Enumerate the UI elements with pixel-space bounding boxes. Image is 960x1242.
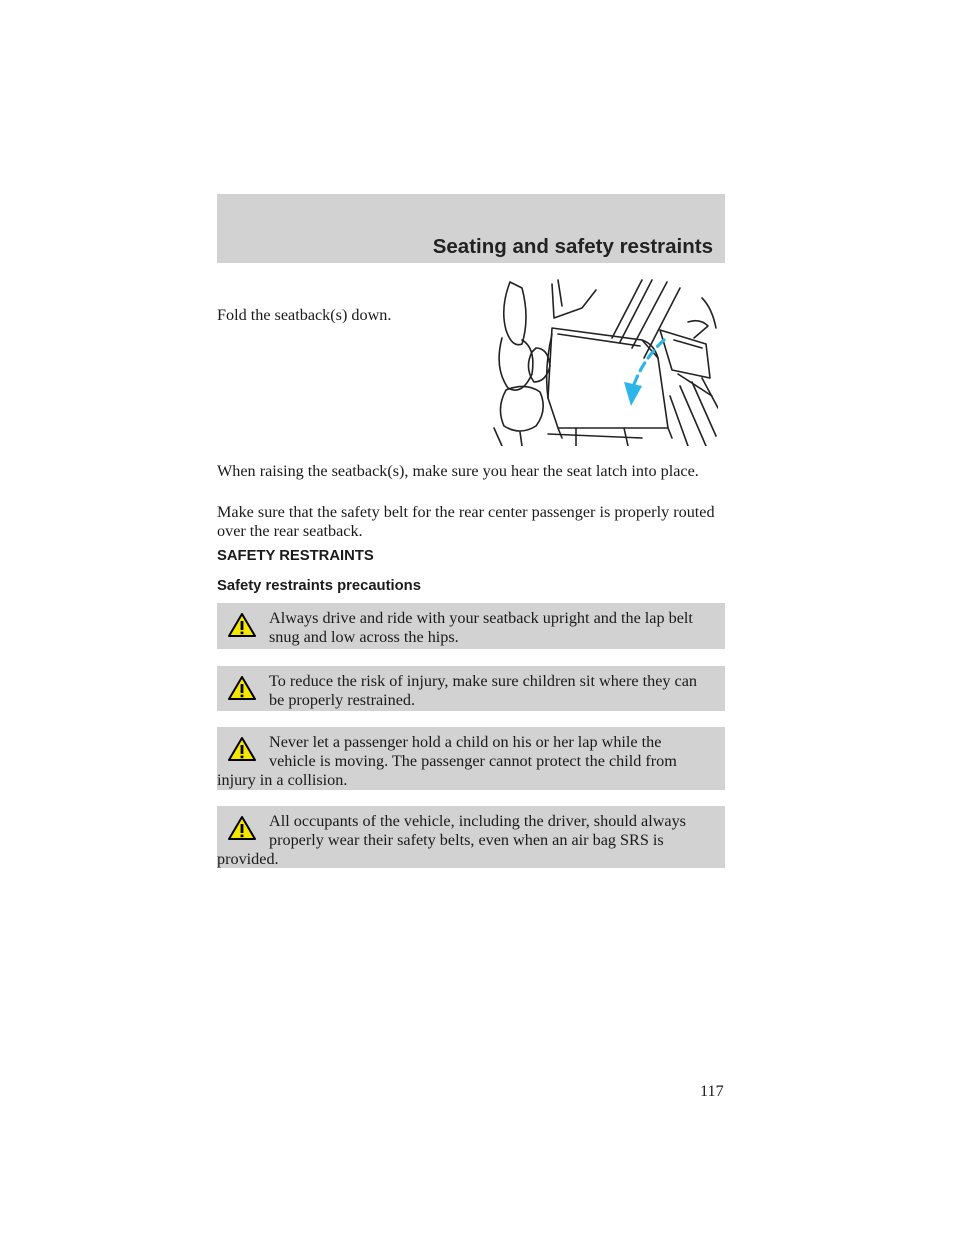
page-number: 117	[700, 1082, 724, 1100]
warning-text-4: All occupants of the vehicle, including the driver, should always properly wear their safety belts, even when an air bag SRS is provided.	[217, 812, 686, 868]
heading-precautions: Safety restraints precautions	[217, 578, 421, 594]
warning-triangle-icon	[217, 612, 269, 642]
seatback-fold-illustration	[492, 278, 718, 446]
warning-text-3: Never let a passenger hold a child on his or her lap while the vehicle is moving. The passenger cannot protect the child from injury in a collision.	[217, 733, 677, 789]
warning-box-2	[217, 666, 725, 711]
instruction-raise: When raising the seatback(s), make sure you hear the seat latch into place.	[217, 462, 699, 480]
warning-text-2: To reduce the risk of injury, make sure children sit where they can be properly restrained.	[269, 672, 697, 709]
warning-triangle-icon	[217, 675, 269, 705]
warning-triangle-icon	[217, 815, 269, 845]
warning-box-1	[217, 603, 725, 649]
heading-safety-restraints: SAFETY RESTRAINTS	[217, 548, 374, 564]
section-title: Seating and safety restraints	[432, 235, 713, 258]
warning-text-1: Always drive and ride with your seatback upright and the lap belt snug and low across the hips.	[269, 609, 693, 646]
instruction-fold: Fold the seatback(s) down.	[217, 306, 392, 324]
warning-box-3	[217, 727, 725, 790]
warning-box-4	[217, 806, 725, 868]
seatback-illustration-svg	[492, 278, 718, 446]
instruction-belt-routing: Make sure that the safety belt for the rear center passenger is properly routed over the rear seatback.	[217, 503, 715, 540]
warning-triangle-icon	[217, 736, 269, 766]
section-header-band	[217, 194, 725, 263]
